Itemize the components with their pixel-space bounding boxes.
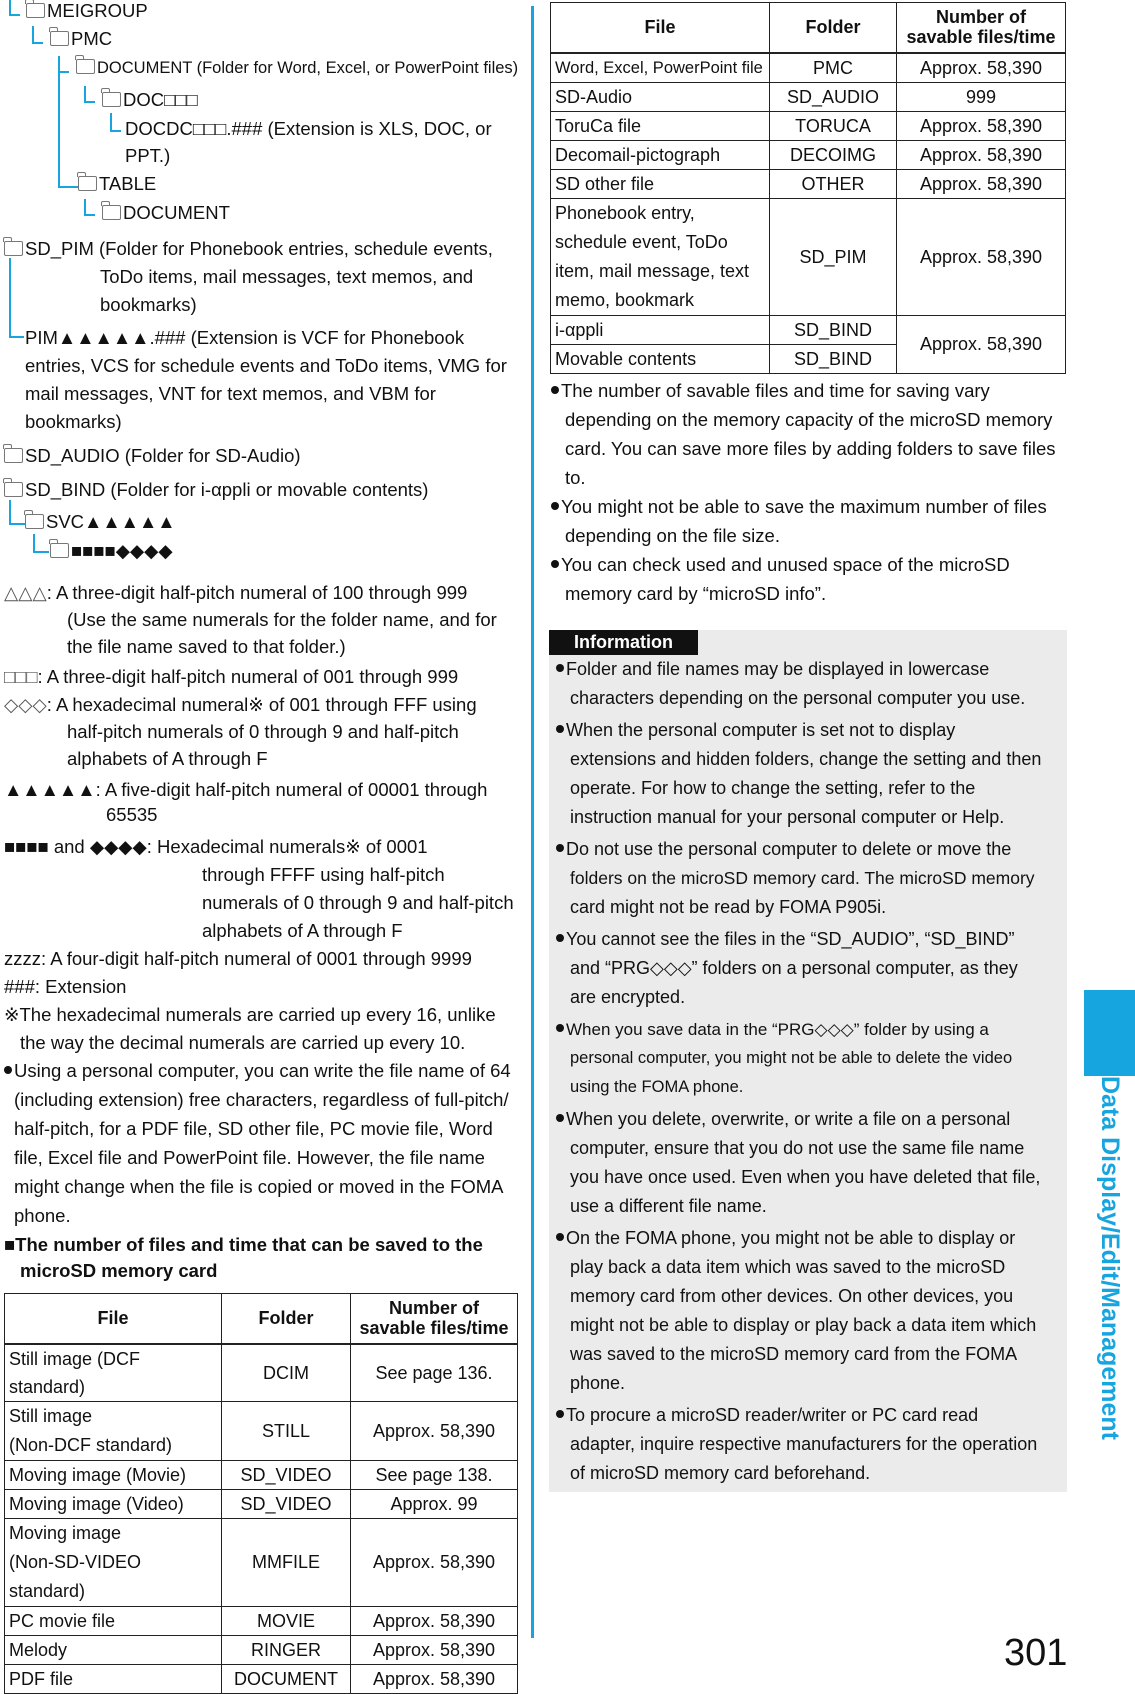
bullet-icon [556, 1114, 564, 1122]
tree-node-squares: ■■■■◆◆◆◆ [50, 537, 173, 565]
table-row: PDF file DOCUMENT Approx. 58,390 [5, 1664, 518, 1693]
table-row: i-αppli SD_BIND Approx. 58,390 [551, 315, 1066, 344]
bullet-icon [551, 502, 559, 510]
tree-connector [9, 0, 20, 16]
hex-note: the way the decimal numerals are carried up every 10. [20, 1032, 466, 1053]
bullet-icon [4, 1066, 12, 1074]
legend-line: numerals of 0 through 9 and half-pitch [202, 892, 514, 913]
folder-icon [76, 59, 95, 74]
table-row: Phonebook entry, schedule event, ToDo item, mail message, text memo, bookmark SD_PIM Approx. 58,390 [551, 198, 1066, 315]
col-header-folder: Folder [222, 1294, 351, 1344]
table-row: Melody RINGER Approx. 58,390 [5, 1635, 518, 1664]
bullet-icon [556, 725, 564, 733]
table-row: ToruCa file TORUCA Approx. 58,390 [551, 111, 1066, 140]
chapter-tab [1084, 990, 1135, 1076]
col-header-count: Number of savable files/time [897, 3, 1066, 53]
tree-node-sd-pim: SD_PIM (Folder for Phonebook entries, schedule events, [4, 235, 493, 263]
sd-pim-desc: ToDo items, mail messages, text memos, and [100, 266, 474, 287]
tree-node-docdc: DOCDC□□□.### (Extension is XLS, DOC, or [125, 118, 492, 139]
folder-icon [4, 241, 23, 256]
table-row: Still image (Non-DCF standard) STILL Approx. 58,390 [5, 1401, 518, 1460]
bullet-icon [551, 386, 559, 394]
col-header-folder: Folder [770, 3, 897, 53]
legend-filled-triangles: ▲▲▲▲▲: A five-digit half-pitch numeral of 00001 through [4, 779, 488, 800]
side-tab-label: Data Display/Edit/Management [1096, 1076, 1124, 1440]
page-number: 301 [1004, 1632, 1068, 1674]
folder-icon [26, 3, 45, 18]
legend-triangles: △△△: A three-digit half-pitch numeral of 100 through 999 [4, 582, 468, 603]
bullet-icon [556, 1024, 564, 1032]
table-row: PC movie file MOVIE Approx. 58,390 [5, 1606, 518, 1635]
hex-note: ※The hexadecimal numerals are carried up every 16, unlike [4, 1004, 496, 1025]
tree-node-sd-bind: SD_BIND (Folder for i-αppli or movable contents) [4, 476, 428, 504]
table-row: SD-Audio SD_AUDIO 999 [551, 82, 1066, 111]
savable-files-table-right [550, 2, 1066, 374]
legend-line: through FFFF using half-pitch [202, 864, 445, 885]
legend-line: alphabets of A through F [67, 748, 268, 769]
tree-connector [58, 172, 79, 188]
folder-icon [78, 176, 97, 191]
bullet-icon [556, 844, 564, 852]
savable-files-table-left [4, 1293, 518, 1694]
table-row: SD other file OTHER Approx. 58,390 [551, 169, 1066, 198]
pim-desc: entries, VCS for schedule events and ToDo items, VMG for [25, 355, 507, 376]
tree-connector [58, 58, 69, 73]
table-row: Moving image (Non-SD-VIDEO standard) MMFILE Approx. 58,390 [5, 1518, 518, 1606]
tree-node-docdc-cont: PPT.) [125, 145, 171, 166]
bullet-icon [556, 1410, 564, 1418]
col-header-count: Number of savable files/time [351, 1294, 518, 1344]
legend-squares: □□□: A three-digit half-pitch numeral of 001 through 999 [4, 666, 459, 687]
bullet-icon [551, 560, 559, 568]
tree-node-table: TABLE [78, 170, 156, 198]
bullet-icon [556, 934, 564, 942]
legend-hex: ■■■■ and ◆◆◆◆: Hexadecimal numerals※ of 0001 [4, 836, 428, 857]
tree-node-meigroup: MEIGROUP [26, 0, 148, 25]
legend-line: alphabets of A through F [202, 920, 403, 941]
tree-node-sd-audio: SD_AUDIO (Folder for SD-Audio) [4, 442, 301, 470]
tree-connector [84, 199, 95, 216]
legend-line: the file name saved to that folder.) [67, 636, 346, 657]
tree-node-svc: SVC▲▲▲▲▲ [25, 508, 176, 536]
tree-connector [84, 86, 95, 103]
tree-node-pmc: PMC [50, 25, 112, 53]
tree-connector [32, 26, 43, 44]
table-row: Moving image (Movie) SD_VIDEO See page 138. [5, 1460, 518, 1489]
tree-connector [58, 56, 60, 186]
tree-node-pim: PIM▲▲▲▲▲.### (Extension is VCF for Phonebook [25, 327, 465, 348]
pim-desc: bookmarks) [25, 411, 122, 432]
col-header-file: File [5, 1294, 222, 1344]
folder-icon [25, 514, 44, 529]
information-label: Information [549, 630, 698, 655]
file-name-bullet: Using a personal computer, you can write the file name of 64 (including extension) free characters, regardless of full-pitch/ half-pitch, for a PDF file, SD other file, PC movie file, Word file, Excel file and PowerPoint file. However, the file name might change when the file is copied or moved in the FOMA phone. [4, 1056, 526, 1230]
pim-desc: mail messages, VNT for text memos, and VBM for [25, 383, 436, 404]
legend-line: 65535 [106, 804, 158, 825]
legend-extension: ###: Extension [4, 976, 127, 997]
section-heading: microSD memory card [20, 1260, 218, 1281]
table-row: Moving image (Video) SD_VIDEO Approx. 99 [5, 1489, 518, 1518]
table-row: Movable contents SD_BIND [551, 344, 1066, 373]
folder-icon [50, 543, 69, 558]
folder-icon [102, 92, 121, 107]
col-header-file: File [551, 3, 770, 53]
tree-connector [33, 534, 49, 553]
bullet-icon [556, 664, 564, 672]
tree-node-document: DOCUMENT (Folder for Word, Excel, or PowerPoint files) [76, 54, 518, 82]
folder-icon [4, 482, 23, 497]
legend-line: half-pitch numerals of 0 through 9 and half-pitch [67, 721, 459, 742]
tree-connector [110, 113, 121, 132]
legend-zzzz: zzzz: A four-digit half-pitch numeral of 0001 through 9999 [4, 948, 472, 969]
table-row: Decomail-pictograph DECOIMG Approx. 58,390 [551, 140, 1066, 169]
table-row: Word, Excel, PowerPoint file PMC Approx. 58,390 [551, 53, 1066, 83]
tree-node-table-document: DOCUMENT [102, 199, 230, 227]
legend-line: (Use the same numerals for the folder name, and for [67, 609, 497, 630]
folder-icon [102, 205, 121, 220]
table-row: Still image (DCF standard) DCIM See page 136. [5, 1344, 518, 1402]
sd-pim-desc: bookmarks) [100, 294, 197, 315]
column-divider [531, 6, 534, 1638]
tree-connector [9, 320, 24, 338]
tree-connector [9, 500, 25, 525]
legend-diamonds: ◇◇◇: A hexadecimal numeral※ of 001 through FFF using [4, 694, 477, 715]
right-bullets: The number of savable files and time for saving vary depending on the memory capacity of the microSD memory card. You can save more files by adding folders to save files to. You might not be able to save the maximum number of files depending on the file size. You can check used and unused space of the microSD memory card by “microSD info”. [551, 376, 1067, 608]
section-heading: ■The number of files and time that can be saved to the [4, 1234, 483, 1255]
bullet-icon [556, 1233, 564, 1241]
tree-node-doc: DOC□□□ [102, 86, 198, 114]
folder-icon [4, 448, 23, 463]
information-bullets: Folder and file names may be displayed in lowercase characters depending on the personal computer you use. When the personal computer is set not to display extensions and hidden folders, change the setting and then operate. For how to change the setting, refer to the instruction manual for your personal computer or Help. Do not use the personal computer to delete or move the folders on the microSD memory card. The microSD memory card might not be read by FOMA P905i. You cannot see the files in the “SD_AUDIO”, “SD_BIND” and “PRG◇◇◇” folders on a personal computer, as they are encrypted. When you save data in the “PRG◇◇◇” folder by using a personal computer, you might not be able to delete the video using the FOMA phone. When you delete, overwrite, or write a file on a personal computer, ensure that you do not use the same file name you have once used. Even when you have deleted that file, use a different file name. On the FOMA phone, you might not be able to display or play back a data item which was saved to the microSD memory card from other devices. On other devices, you might not be able to display or play back a data item which was saved to the microSD memory card from the FOMA phone. To procure a microSD reader/writer or PC card read adapter, inquire respective manufacturers for the operation of microSD memory card beforehand. [556, 655, 1064, 1488]
folder-icon [50, 31, 69, 46]
